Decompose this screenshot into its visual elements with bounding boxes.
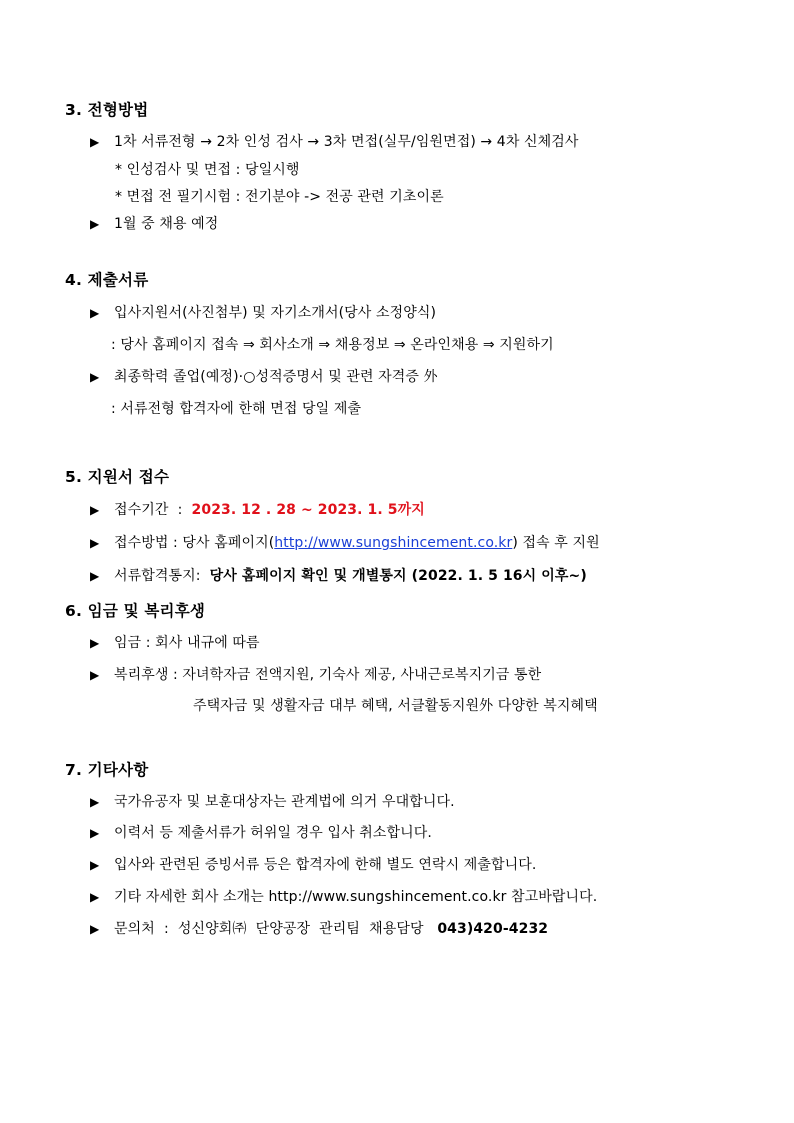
- section-6-title: 6. 임금 및 복리후생: [65, 602, 206, 620]
- notification-info: 당사 홈페이지 확인 및 개별통지 (2022. 1. 5 16시 이후~): [209, 568, 587, 584]
- s5-item-1: [90, 499, 425, 519]
- s7-label-5: 문의처 : 성신양회㈜ 단양공장 관리팀 채용담당: [114, 921, 438, 937]
- s6-text-2: 복리후생 : 자녀학자금 전액지원, 기숙사 제공, 사내근로복지기금 통한: [114, 667, 542, 683]
- s5-label-3: 서류합격통지:: [114, 568, 210, 584]
- s7-text-4: 기타 자세한 회사 소개는 http://www.sungshincement.co.kr 참고바랍니다.: [114, 889, 598, 905]
- s5-label-2: 접수방법 : 당사 홈페이지(: [114, 535, 275, 551]
- s4-text-1: 입사지원서(사진첨부) 및 자기소개서(당사 소정양식): [114, 305, 437, 321]
- contact-phone: 043)420-4232: [437, 921, 549, 937]
- s7-item-4: [90, 886, 597, 906]
- s7-item-3: [90, 854, 536, 874]
- bullet-icon: ▶: [90, 858, 100, 872]
- homepage-link[interactable]: http://www.sungshincement.co.kr: [274, 535, 513, 551]
- bullet-icon: ▶: [90, 306, 100, 320]
- s4-note-2: : 서류전형 합격자에 한해 면접 당일 제출: [111, 401, 362, 417]
- s7-item-1: [90, 791, 455, 811]
- s3-note-2: * 면접 전 필기시험 : 전기분야 -> 전공 관련 기초이론: [115, 189, 444, 205]
- section-7-title: 7. 기타사항: [65, 761, 149, 779]
- s4-note-1: : 당사 홈페이지 접속 ⇒ 회사소개 ⇒ 채용정보 ⇒ 온라인채용 ⇒ 지원하기: [111, 337, 554, 353]
- section-4-title: 4. 제출서류: [65, 271, 149, 289]
- s5-tail-2: ) 접속 후 지원: [512, 535, 600, 551]
- s6-item-2: [90, 664, 541, 684]
- s4-text-2: 최종학력 졸업(예정)·○성적증명서 및 관련 자격증 外: [114, 369, 438, 385]
- s3-item-2: [90, 213, 218, 233]
- s4-item-2: [90, 366, 438, 386]
- bullet-icon: ▶: [90, 890, 100, 904]
- s4-item-1: [90, 302, 436, 322]
- s7-item-2: [90, 822, 432, 842]
- bullet-icon: ▶: [90, 795, 100, 809]
- bullet-icon: ▶: [90, 536, 100, 550]
- s5-item-3: [90, 565, 587, 585]
- s3-text-1: 1차 서류전형 → 2차 인성 검사 → 3차 면접(실무/임원면접) → 4차 신체검사: [114, 134, 579, 150]
- bullet-icon: ▶: [90, 135, 100, 149]
- section-3-title: 3. 전형방법: [65, 101, 149, 119]
- bullet-icon: ▶: [90, 217, 100, 231]
- section-5-title: 5. 지원서 접수: [65, 468, 170, 486]
- s7-text-1: 국가유공자 및 보훈대상자는 관계법에 의거 우대합니다.: [114, 794, 455, 810]
- s6-continuation: 주택자금 및 생활자금 대부 혜택, 서클활동지원外 다양한 복지혜택: [193, 698, 598, 714]
- s3-text-2: 1월 중 채용 예정: [114, 216, 219, 232]
- s5-item-2: [90, 532, 600, 552]
- bullet-icon: ▶: [90, 503, 100, 517]
- bullet-icon: ▶: [90, 922, 100, 936]
- s7-text-2: 이력서 등 제출서류가 허위일 경우 입사 취소합니다.: [114, 825, 432, 841]
- bullet-icon: ▶: [90, 826, 100, 840]
- s6-item-1: [90, 632, 260, 652]
- s3-item-1: [90, 131, 579, 151]
- bullet-icon: ▶: [90, 636, 100, 650]
- s7-item-5: [90, 918, 548, 938]
- s5-label-1: 접수기간 :: [114, 502, 192, 518]
- application-period: 2023. 12 . 28 ~ 2023. 1. 5까지: [191, 502, 425, 518]
- bullet-icon: ▶: [90, 668, 100, 682]
- bullet-icon: ▶: [90, 569, 100, 583]
- s6-text-1: 임금 : 회사 내규에 따름: [114, 635, 260, 651]
- s7-text-3: 입사와 관련된 증빙서류 등은 합격자에 한해 별도 연락시 제출합니다.: [114, 857, 537, 873]
- s3-note-1: * 인성검사 및 면접 : 당일시행: [115, 162, 300, 178]
- bullet-icon: ▶: [90, 370, 100, 384]
